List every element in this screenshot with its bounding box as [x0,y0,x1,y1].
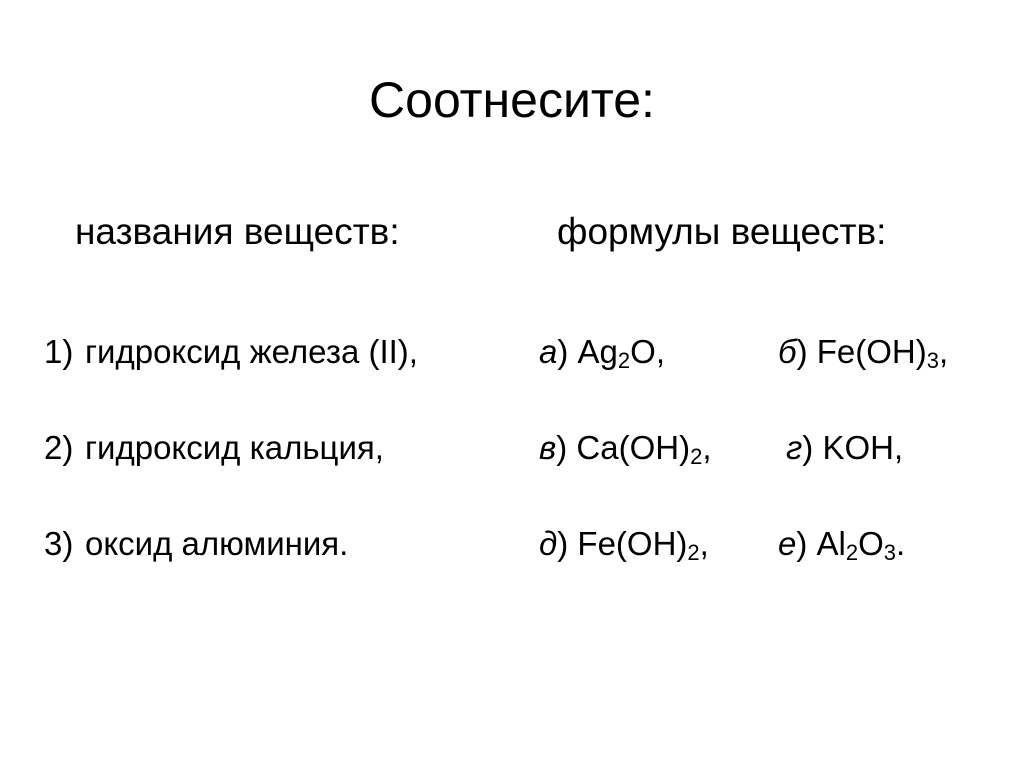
formula-letter: д [539,525,558,562]
formula-g [786,428,903,468]
formula-part: , [938,333,949,370]
slide-title: Соотнесите: [369,72,655,128]
formula-part: Ag [577,333,618,370]
formula-subscript: 2 [690,444,703,469]
names-column-heading: названия веществ: [75,211,400,252]
formula-paren: ) [556,429,577,466]
formula-part: , [699,525,709,562]
formula-part: Al [816,525,846,562]
formula-letter: б [778,333,797,370]
formula-subscript: 2 [617,348,631,373]
formula-subscript: 2 [845,540,859,565]
formula-letter: в [539,429,557,466]
name-item-3 [44,524,348,564]
formula-a [539,332,665,372]
formula-part: O, [630,333,665,370]
name-item-number: 1) [44,333,74,370]
formula-letter: а [539,333,558,370]
formulas-column-heading: формулы веществ: [557,211,887,252]
formula-paren: ) [557,333,578,370]
formula-part: Ca(OH) [576,429,691,466]
formula-paren: ) [796,333,817,370]
formula-paren: ) [796,525,817,562]
formula-e [778,524,905,564]
formula-b [778,332,948,372]
formula-paren: ) [802,429,823,466]
formula-paren: ) [557,525,578,562]
formula-part: . [896,525,906,562]
name-item-2 [44,428,384,468]
name-item-number: 2) [44,429,74,466]
name-item-text: гидроксид железа (II), [85,333,418,370]
name-item-number: 3) [44,525,74,562]
formula-part: Fe(OH) [577,525,688,562]
formula-subscript: 3 [883,540,897,565]
name-item-text: оксид алюминия. [85,525,349,562]
formula-part: Fe(OH) [816,333,927,370]
formula-part: O [858,525,884,562]
formula-letter: г [786,429,803,466]
formula-subscript: 2 [687,540,700,565]
formula-letter: е [778,525,797,562]
formula-part: KOH, [822,429,904,466]
name-item-text: гидроксид кальция, [85,429,384,466]
formula-subscript: 3 [926,348,939,373]
formula-v [539,428,712,468]
formula-part: , [702,429,712,466]
name-item-1 [44,332,418,372]
formula-d [539,524,709,564]
